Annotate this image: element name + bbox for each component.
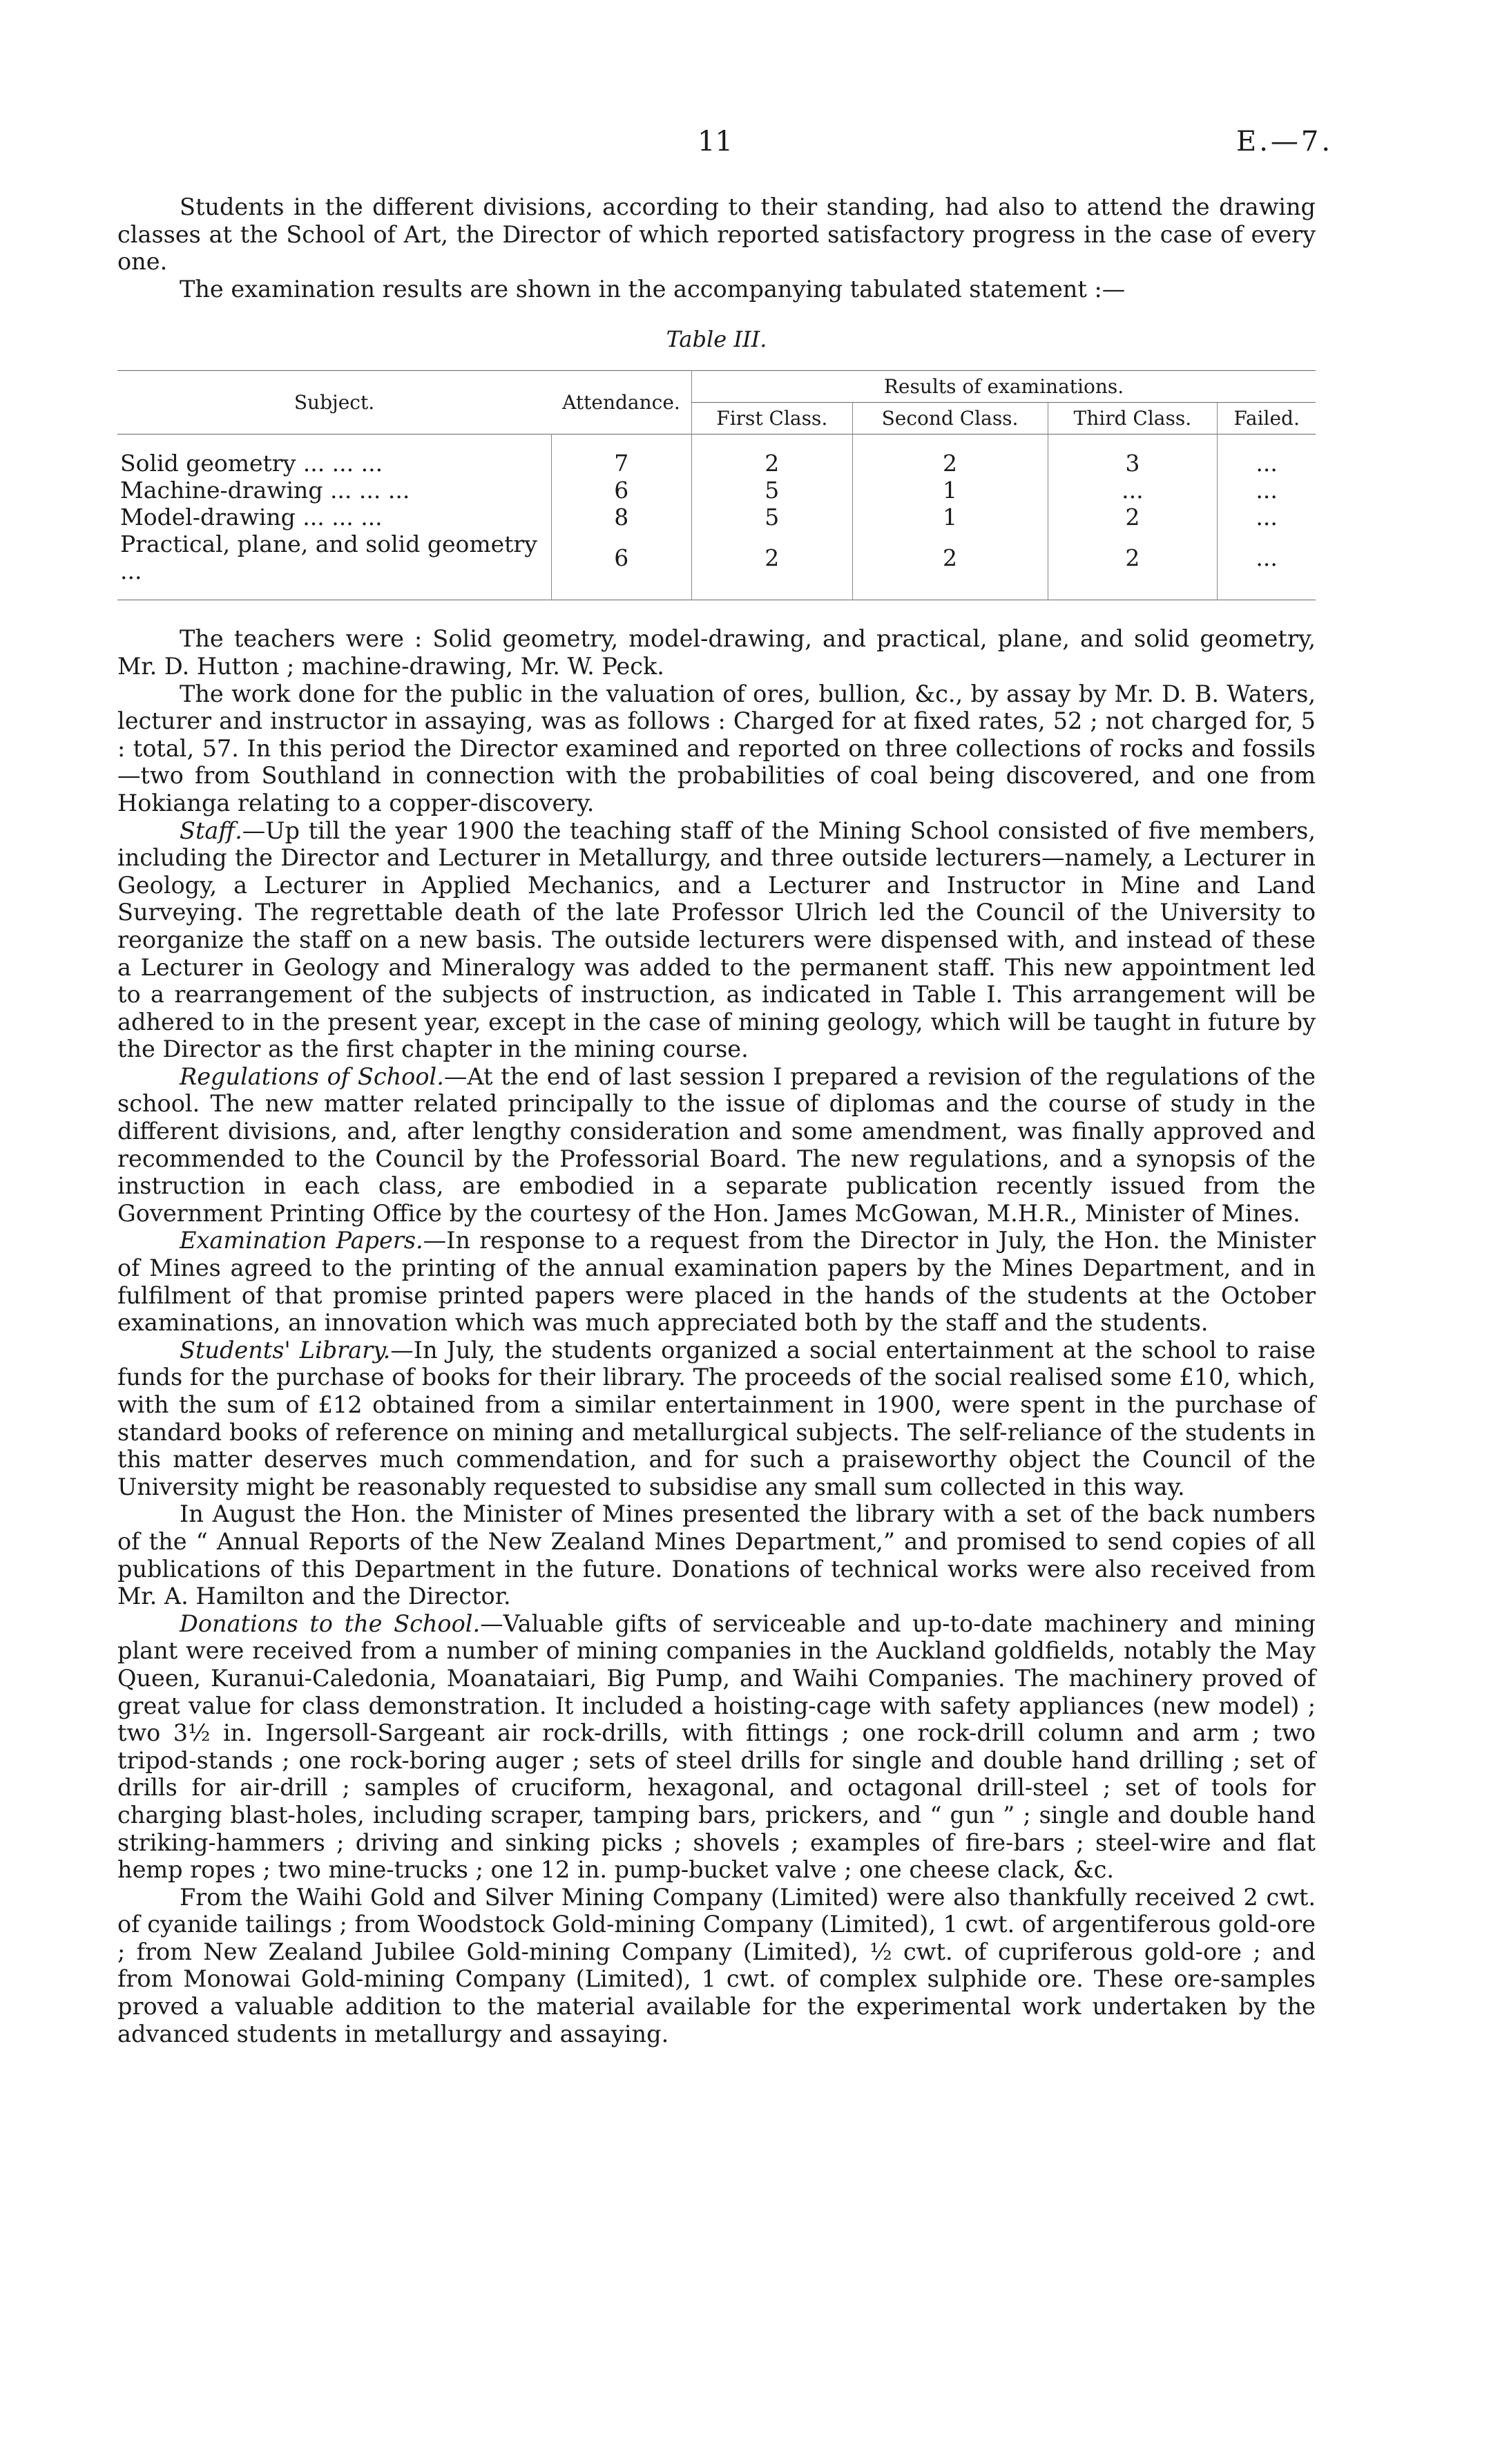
staff-paragraph (117, 817, 1316, 1063)
col-header-second: Second Class. (852, 403, 1048, 434)
table-row (117, 477, 1316, 504)
row-first: 2 (692, 450, 853, 477)
col-header-third: Third Class. (1048, 403, 1218, 434)
table-row (117, 504, 1316, 531)
row-leader: ... ... ... (295, 504, 383, 531)
donations-heading: Donations to the School. (180, 1610, 481, 1637)
regulations-text: —At the end of last session I prepared a revision of the regulations of the school. The new matter related principally to the issue of diplomas and the course of study in the different divisions, and, after lengthy consideration and some amendment, was finally approved and recommended to the Council by the Professorial Board. The new regulations, and a synopsis of the instruction in each class, are embodied in a separate publication recently issued from the Government Printing Office by the courtesy of the Hon. James McGowan, M.H.R., Minister of Mines. (117, 1062, 1316, 1227)
assay-paragraph: The work done for the public in the valuation of ores, bullion, &c., by assay by Mr. D. B. Waters, lecturer and instructor in assaying, was as follows : Charged for at fixed rates, 52 ; not charged for, 5 : total, 57. In this period the Director examined and reported on three collections of rocks and fossils—two from Southland in connection with the probabilities of coal being discovered, and one from Hokianga relating to a copper-discovery. (117, 680, 1316, 816)
col-header-failed: Failed. (1218, 403, 1316, 434)
table-row (117, 450, 1316, 477)
exam-papers-text: —In response to a request from the Director in July, the Hon. the Minister of Mines agreed to the printing of the annual examination papers by the Mines Department, and in fulfilment of that promise printed papers were placed in the hands of the students at the October examinations, an innovation which was much appreciated both by the staff and the students. (117, 1227, 1316, 1337)
row-leader: ... ... ... (296, 450, 383, 477)
donations-paragraph (117, 1610, 1316, 1884)
teachers-paragraph: The teachers were : Solid geometry, model-drawing, and practical, plane, and solid geometry, Mr. D. Hutton ; machine-drawing, Mr. W. Peck. (117, 625, 1316, 680)
table-row (117, 531, 1316, 584)
row-first: 5 (692, 504, 853, 531)
page-number: 11 (698, 126, 733, 157)
row-attendance: 6 (551, 531, 692, 584)
row-leader: ... (120, 557, 142, 585)
row-third: 2 (1048, 531, 1218, 584)
exam-papers-paragraph (117, 1227, 1316, 1336)
row-third: 2 (1048, 504, 1218, 531)
row-first: 5 (692, 477, 853, 504)
row-failed: ... (1218, 477, 1316, 504)
row-subject: Machine-drawing (120, 477, 323, 504)
row-third: 3 (1048, 450, 1218, 477)
library-paragraph (117, 1337, 1316, 1501)
row-attendance: 8 (551, 504, 692, 531)
section-code: E.—7. (1236, 126, 1334, 157)
regulations-heading: Regulations of School. (180, 1062, 444, 1090)
col-header-first: First Class. (692, 403, 853, 434)
library-text: —In July, the students organized a social entertainment at the school to raise funds for the purchase of books for their library. The proceeds of the social realised some £10, which, with the sum of £12 obtained from a similar entertainment in 1900, were spent in the purchase of standard books of reference on mining and metallurgical subjects. The self-reliance of the students in this matter deserves much commendation, and for such a praiseworthy object the Council of the University might be reasonably requested to subsidise any small sum collected in this way. (117, 1336, 1316, 1500)
library-heading: Students' Library. (180, 1336, 391, 1364)
intro-paragraph: Students in the different divisions, according to their standing, had also to attend the drawing classes at the School of Art, the Director of which reported satisfactory progress in the case of every one. (117, 193, 1316, 276)
row-leader: ... ... ... (323, 477, 410, 504)
staff-text: —Up till the year 1900 the teaching staff of the Mining School consisted of five members, including the Director and Lecturer in Metallurgy, and three outside lecturers—namely, a Lecturer in Geology, a Lecturer in Applied Mechanics, and a Lecturer and Instructor in Mine and Land Surveying. The regrettable death of the late Professor Ulrich led the Council of the University to reorganize the staff on a new basis. The outside lecturers were dispensed with, and instead of these a Lecturer in Geology and Mineralogy was added to the permanent staff. This new appointment led to a rearrangement of the subjects of instruction, as indicated in Table I. This arrangement will be adhered to in the present year, except in the case of mining geology, which will be taught in future by the Director as the first chapter in the mining course. (117, 816, 1316, 1063)
donations-text: —Valuable gifts of serviceable and up-to-date machinery and mining plant were received from a number of mining companies in the Auckland goldfields, notably the May Queen, Kuranui-Caledonia, Moanataiari, Big Pump, and Waihi Companies. The machinery proved of great value for class demonstration. It included a hoisting-cage with safety appliances (new model) ; two 3½ in. Ingersoll-Sargeant air rock-drills, with fittings ; one rock-drill column and arm ; two tripod-stands ; one rock-boring auger ; sets of steel drills for single and double hand drilling ; set of drills for air-drill ; samples of cruciform, hexagonal, and octagonal drill-steel ; set of tools for charging blast-holes, including scraper, tamping bars, prickers, and “ gun ” ; single and double hand striking-hammers ; driving and sinking picks ; shovels ; examples of fire-bars ; steel-wire and flat hemp ropes ; two mine-trucks ; one 12 in. pump-bucket valve ; one cheese clack, &c. (117, 1610, 1316, 1884)
col-header-results: Results of examinations. (692, 371, 1316, 403)
intro-paragraph: The examination results are shown in the accompanying tabulated statement :— (180, 275, 1126, 303)
exam-papers-heading: Examination Papers. (180, 1227, 423, 1254)
waihi-paragraph: From the Waihi Gold and Silver Mining Company (Limited) were also thankfully received 2 cwt. of cyanide tailings ; from Woodstock Gold-mining Company (Limited), 1 cwt. of argentiferous gold-ore ; from New Zealand Jubilee Gold-mining Company (Limited), ½ cwt. of cupriferous gold-ore ; and from Monowai Gold-mining Company (Limited), 1 cwt. of complex sulphide ore. These ore-samples proved a valuable addition to the material available for the experimental work undertaken by the advanced students in metallurgy and assaying. (117, 1883, 1316, 2047)
col-header-attendance: Attendance. (562, 391, 680, 414)
col-header-subject: Subject. (294, 391, 375, 414)
results-table (117, 370, 1316, 600)
row-second: 2 (852, 531, 1048, 584)
row-attendance: 7 (551, 450, 692, 477)
row-attendance: 6 (551, 477, 692, 504)
row-second: 1 (852, 504, 1048, 531)
page-body (117, 124, 1316, 2047)
table-title: Table III. (666, 326, 767, 353)
staff-heading: Staff. (180, 816, 242, 844)
row-subject: Practical, plane, and solid geometry (120, 531, 537, 558)
row-failed: ... (1218, 450, 1316, 477)
row-second: 2 (852, 450, 1048, 477)
august-paragraph: In August the Hon. the Minister of Mines presented the library with a set of the back numbers of the “ Annual Reports of the New Zealand Mines Department,” and promised to send copies of all publications of this Department in the future. Donations of technical works were also received from Mr. A. Hamilton and the Director. (117, 1500, 1316, 1610)
row-second: 1 (852, 477, 1048, 504)
row-first: 2 (692, 531, 853, 584)
row-subject: Model-drawing (120, 504, 296, 531)
regulations-paragraph (117, 1063, 1316, 1228)
row-failed: ... (1218, 504, 1316, 531)
row-third: ... (1048, 477, 1218, 504)
row-failed: ... (1218, 531, 1316, 584)
row-subject: Solid geometry (120, 450, 296, 477)
